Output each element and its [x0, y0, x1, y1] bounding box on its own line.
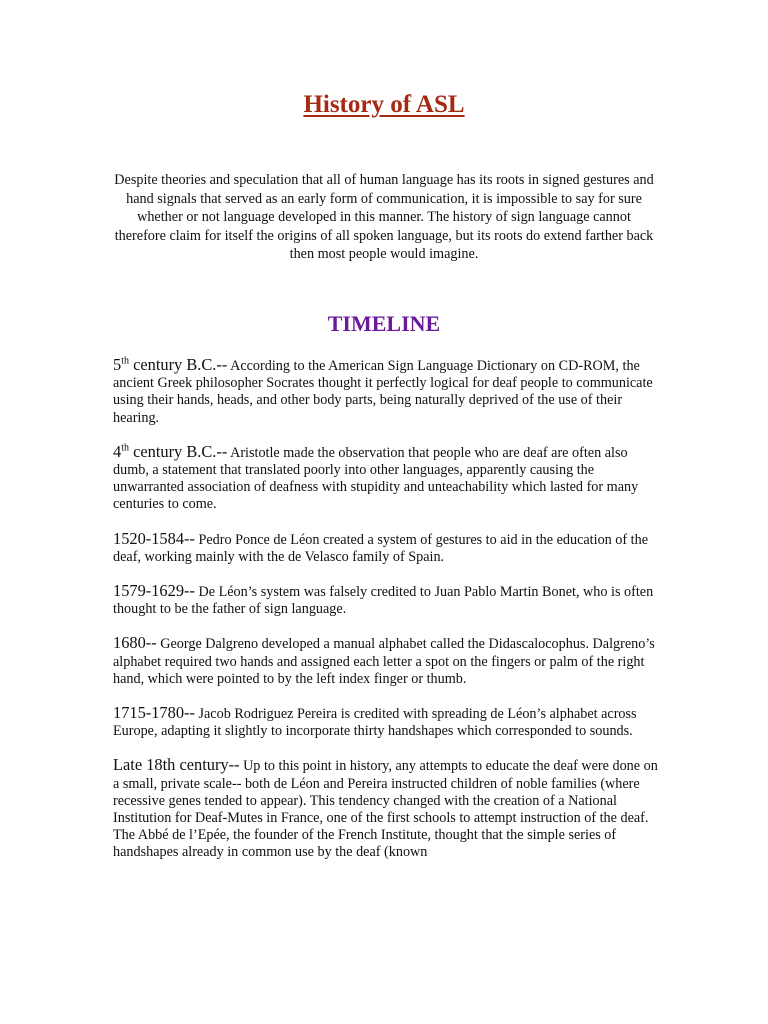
entry-date: 5th century B.C.--: [113, 355, 228, 374]
timeline-list: [113, 356, 661, 878]
entry-text: Aristotle made the observation that people who are deaf are often also dumb, a statement that translated poorly into other languages, apparently causing the unwarranted association of deafness with stupidity and unteachability which lasted for many centuries to come.: [113, 444, 639, 513]
entry-text: Pedro Ponce de Léon created a system of gestures to aid in the education of the deaf, working mainly with the de Velasco family of Spain.: [113, 531, 649, 565]
timeline-entry: [113, 356, 661, 427]
timeline-entry: [113, 530, 661, 566]
entry-text: De Léon’s system was falsely credited to Juan Pablo Martin Bonet, who is often thought to be the father of sign language.: [113, 584, 654, 618]
entry-date: 1715-1780--: [113, 703, 195, 723]
entry-date: 1680--: [113, 633, 157, 653]
timeline-entry: [113, 756, 661, 861]
entry-date: 1520-1584--: [113, 528, 195, 548]
document-title: History of ASL: [303, 91, 465, 118]
entry-date: 1579-1629--: [113, 581, 195, 601]
timeline-entry: [113, 443, 661, 514]
timeline-entry: [113, 704, 661, 740]
timeline-entry: [113, 634, 661, 688]
entry-text: George Dalgreno developed a manual alphabet called the Didascalocophus. Dalgreno’s alphabet required two hands and assigned each letter a spot on the fingers or palm of the right hand, which were pointed to by the left index finger or thumb.: [113, 636, 655, 687]
timeline-heading: TIMELINE: [327, 311, 441, 336]
entry-date: Late 18th century--: [113, 755, 240, 775]
entry-date: 4th century B.C.--: [113, 441, 228, 461]
entry-text: Jacob Rodriguez Pereira is credited with spreading de Léon’s alphabet across Europe, adapting it slightly to incorporate thirty handshapes which corresponded to sounds.: [113, 706, 637, 740]
entry-text: According to the American Sign Language Dictionary on CD-ROM, the ancient Greek philosopher Socrates thought it perfectly logical for deaf people to communicate using their hands, heads, and other body parts, being naturally deprived of the use of their hearing.: [113, 358, 653, 426]
entry-text: Up to this point in history, any attempts to educate the deaf were done on a small, private scale-- both de Léon and Pereira instructed children of noble families (where recessive genes tended to appear). This tendency changed with the creation of a National Institution for Deaf-Mutes in France, one of the first schools to attempt instruction of the deaf. The Abbé de l’Epée, the founder of the French Institute, thought that the simple series of handshapes already in common use by the deaf (known: [113, 758, 658, 861]
timeline-entry: [113, 582, 661, 618]
intro-paragraph: Despite theories and speculation that all of human language has its roots in signed gestures and hand signals that served as an early form of communication, it is impossible to say for sure whether or not language developed in this manner. The history of sign language cannot therefore claim for itself the origins of all spoken language, but its roots do extend farther back then most people would imagine.: [114, 172, 654, 262]
